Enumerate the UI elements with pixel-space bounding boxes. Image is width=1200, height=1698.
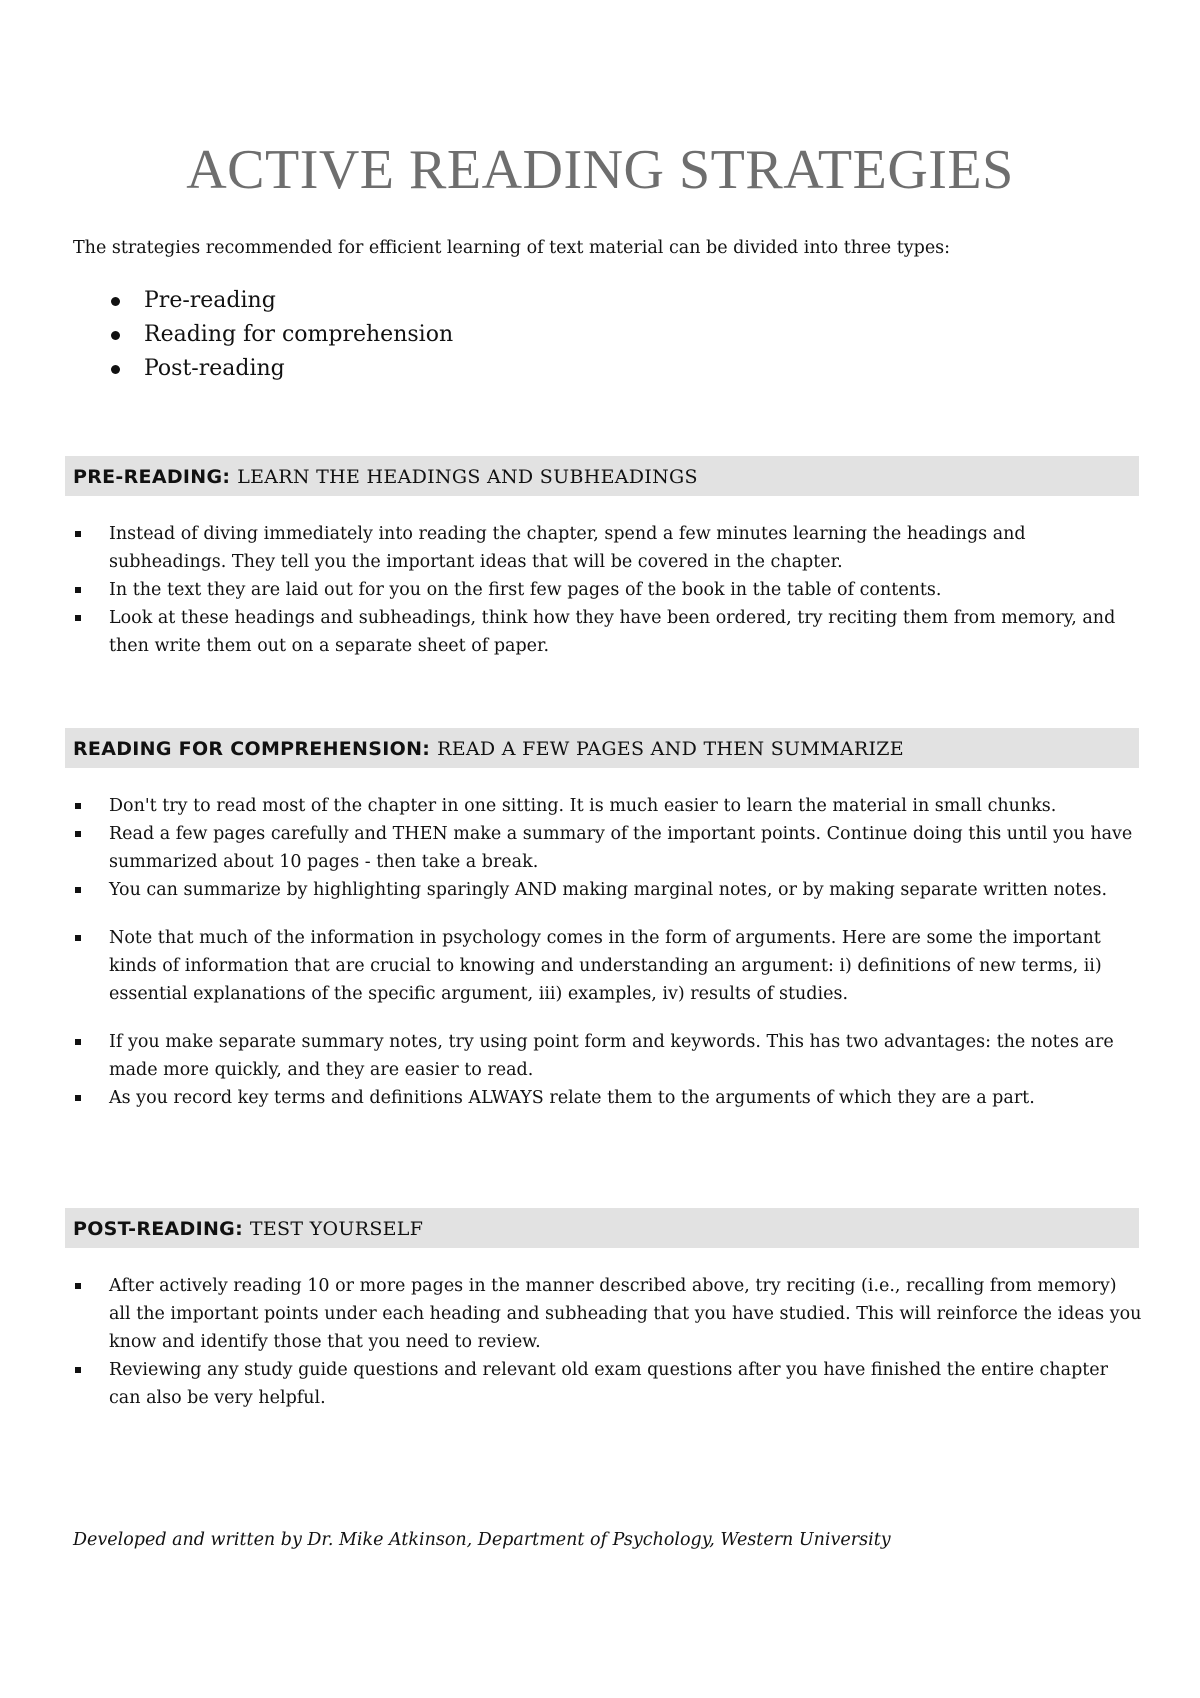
list-item: Look at these headings and subheadings, think how they have been ordered, try reciting them from memory, and then write them out on a separate sheet of paper. xyxy=(73,604,1143,660)
section-heading-reading-for-comprehension: READING FOR COMPREHENSION: READ A FEW PAGES AND THEN SUMMARIZE xyxy=(65,728,1139,768)
section-heading-rest: TEST YOURSELF xyxy=(249,1218,424,1240)
list-item: Reading for comprehension xyxy=(104,318,453,352)
list-item: You can summarize by highlighting sparingly AND making marginal notes, or by making separate written notes. xyxy=(73,876,1143,904)
section-heading-rest: LEARN THE HEADINGS AND SUBHEADINGS xyxy=(237,466,698,488)
list-item: In the text they are laid out for you on the first few pages of the book in the table of contents. xyxy=(73,576,1143,604)
section-heading-rest: READ A FEW PAGES AND THEN SUMMARIZE xyxy=(437,738,904,760)
section-heading-lead: PRE-READING xyxy=(73,466,223,488)
intro-text: The strategies recommended for efficient learning of text material can be divided into three types: xyxy=(73,238,951,258)
author-credit: Developed and written by Dr. Mike Atkinson, Department of Psychology, Western University xyxy=(73,1530,891,1550)
list-item: Don't try to read most of the chapter in one sitting. It is much easier to learn the material in small chunks. xyxy=(73,792,1143,820)
section-heading-lead: POST-READING xyxy=(73,1218,236,1240)
reading-for-comprehension-bullets xyxy=(73,792,1143,1112)
section-heading-pre-reading: PRE-READING: LEARN THE HEADINGS AND SUBHEADINGS xyxy=(65,456,1139,496)
list-item: If you make separate summary notes, try using point form and keywords. This has two advantages: the notes are made more quickly, and they are easier to read. xyxy=(73,1028,1143,1084)
list-item: Post-reading xyxy=(104,352,453,386)
post-reading-bullets xyxy=(73,1272,1143,1412)
list-item: Reviewing any study guide questions and relevant old exam questions after you have finished the entire chapter can also be very helpful. xyxy=(73,1356,1143,1412)
list-item: As you record key terms and definitions ALWAYS relate them to the arguments of which they are a part. xyxy=(73,1084,1143,1112)
section-heading-lead: READING FOR COMPREHENSION xyxy=(73,738,423,760)
list-item: Note that much of the information in psychology comes in the form of arguments. Here are some the important kinds of information that are crucial to knowing and understanding an argument: i) definitions of new terms, ii) essential explanations of the specific argument, iii) examples, iv) results of studies. xyxy=(73,924,1143,1008)
section-heading-post-reading: POST-READING: TEST YOURSELF xyxy=(65,1208,1139,1248)
list-item: Instead of diving immediately into reading the chapter, spend a few minutes learning the headings and subheadings. They tell you the important ideas that will be covered in the chapter. xyxy=(73,520,1143,576)
page-title: ACTIVE READING STRATEGIES xyxy=(186,139,1014,201)
list-item: Pre-reading xyxy=(104,284,453,318)
strategy-types-list xyxy=(104,284,453,386)
pre-reading-bullets xyxy=(73,520,1143,660)
list-item: Read a few pages carefully and THEN make a summary of the important points. Continue doing this until you have summarized about 10 pages - then take a break. xyxy=(73,820,1143,876)
list-item: After actively reading 10 or more pages in the manner described above, try reciting (i.e., recalling from memory) all the important points under each heading and subheading that you have studied. This will reinforce the ideas you know and identify those that you need to review. xyxy=(73,1272,1143,1356)
